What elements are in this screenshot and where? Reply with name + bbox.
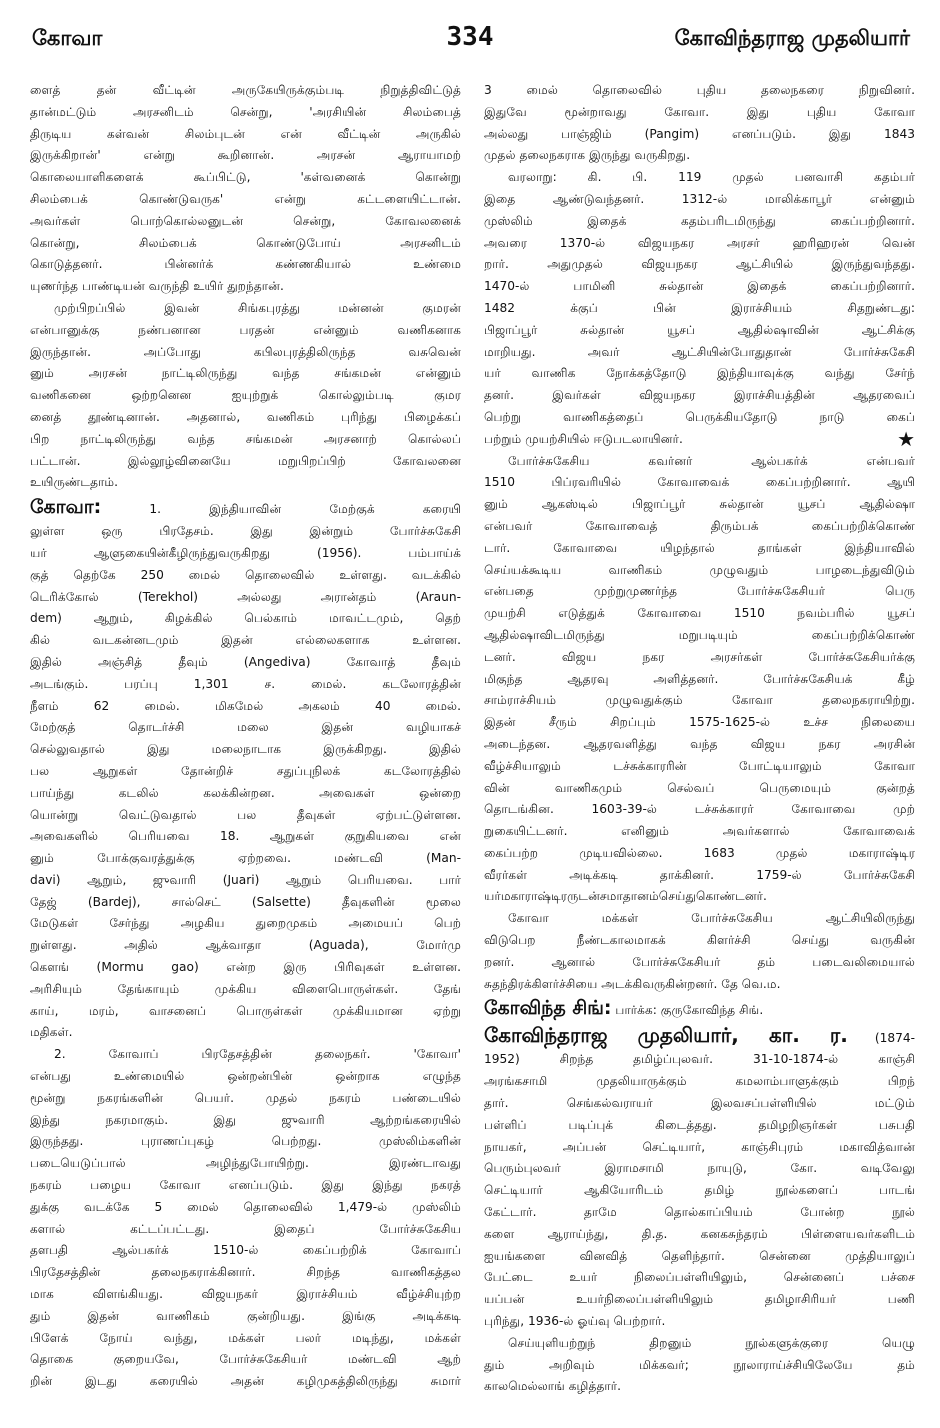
text-line [484,821,915,843]
line-text: யர் வாணிக நோக்கத்தோடு இந்தியாவுக்கு வந்து சேர்ந் [484,366,915,381]
line-text: அரங்கசாமி முதலியாருக்கும் கமலாம்பாளுக்கும் பிறந் [484,1074,915,1089]
line-text: பிளேக் நோய் வந்து, மக்கள் பலர் மடிந்து, மக்கள் [30,1330,461,1345]
line-text: றுள்ளது. அதில் ஆக்வாதா (Aguada), மோர்மு [30,938,461,953]
line-text: தளபதி ஆல்பகர்க் 1510-ல் கைப்பற்றிக் கோவாப் [30,1243,461,1258]
text-line [484,1267,915,1289]
line-text: முற்பிறப்பில் இவன் சிங்கபுரத்து மன்னன் குமரன் [54,300,461,315]
text-line [30,1066,461,1088]
text-line [484,1071,915,1093]
line-text: கோவா மக்கள் போர்ச்சுகேசிய ஆட்சியிலிருந்து [508,911,915,926]
text-line [484,625,915,647]
text-line [484,799,915,821]
line-text: இதை ஆண்டுவந்தனர். 1312-ல் மாலிக்காபூர் என்னும் [484,191,915,206]
line-text: டெரிக்கோல் (Terekhol) அல்லது அரான்தம் (Araun- [30,589,461,604]
line-text: கொன்று, சிலம்பைக் கொண்டுபோய் அரசனிடம் [30,235,461,250]
text-line [30,587,461,609]
text-line [484,1093,915,1115]
text-line [30,1284,461,1306]
text-line [484,320,915,342]
line-text: 1. இந்தியாவின் மேற்குக் கரையி [101,502,461,517]
line-text: கைப்பற்ற முடியவில்லை. 1683 முதல் மகாராஷ்டிர [484,845,915,860]
line-text: புரிந்து, 1936-ல் ஓய்வு பெற்றார். [484,1314,666,1329]
page-header [30,22,910,62]
text-line [484,908,915,930]
line-text: களால் கட்டப்பட்டது. இதைப் போர்ச்சுகேசிய [30,1221,461,1236]
line-text: கௌங் (Mormu gao) என்ற இரு பிரிவுகள் உள்ளன. [30,960,461,975]
text-line [484,756,915,778]
text-line [484,1137,915,1159]
line-text: 2. கோவாப் பிரதேசத்தின் தலைநகர். 'கோவா' [54,1047,461,1062]
text-line [484,1049,915,1071]
text-line [484,102,915,124]
line-text: விடுபெற நீண்டகாலமாகக் கிளர்ச்சி செய்து வருகின் [484,933,915,948]
text-line [484,690,915,712]
text-line [30,145,461,167]
line-text: தான்மட்டும் அரசனிடம் சென்று, 'அரசியின் சிலம்பைத் [30,104,461,119]
line-text: லுள்ள ஒரு பிரதேசம். இது இன்றும் போர்ச்சுகேசி [30,524,461,539]
text-line [30,979,461,1001]
text-line [30,167,461,189]
text-line [30,1197,461,1219]
line-text: பேட்டை உயர் நிலைப்பள்ளியிலும், சென்னைப் பச்சை [484,1270,915,1285]
text-line [484,494,915,516]
text-line [484,167,915,189]
text-line [484,472,915,494]
line-text: றனர். ஆனால் போர்ச்சுகேசியர் தம் படைவலிமையால் [484,954,915,969]
text-line [30,1328,461,1350]
line-text: றின் இடது கரையில் அதன் கழிமுகத்திலிருந்து சுமார் [30,1374,461,1389]
line-text: னும் ஆகஸ்டில் பிஜாப்பூர் சுல்தான் யூசப் ஆதில்ஷா [484,497,915,512]
text-line [484,734,915,756]
text-line [30,826,461,848]
entry-headword: கோவிந்தராஜ முதலியார், கா. ர. [484,1023,848,1048]
text-line [30,630,461,652]
left-column [30,80,461,1393]
text-line [484,451,915,473]
line-text: தும் இதன் வாணிகம் குன்றியது. இங்கு அடிக்கடி [30,1308,461,1323]
text-line [484,1115,915,1137]
text-line [484,1224,915,1246]
line-text: முயற்சி எடுத்துக் கோவாவை 1510 நவம்பரில் யூசப் [484,606,915,621]
text-line [484,581,915,603]
text-line [30,674,461,696]
line-text: மேடுகள் சேர்ந்து அழகிய துறைமுகம் அமையப் பெற் [30,916,461,931]
line-text: படையெடுப்பால் அழிந்துபோயிற்று. இரண்டாவது [30,1156,461,1171]
text-line [30,848,461,870]
line-text: மாறியது. அவர் ஆட்சியின்போதுதான் போர்ச்சுகேசி [484,344,915,359]
line-text: தும் அறிவும் மிக்கவர்; நூலாராய்ச்சியிலேயே தம் [484,1357,915,1372]
text-line [30,429,461,451]
line-text: போர்ச்சுகேசிய கவர்னர் ஆல்பகர்க் என்பவர் [508,453,915,468]
text-line [30,451,461,473]
text-line [30,102,461,124]
text-line [30,957,461,979]
line-text: மூன்று நகரங்களின் பெயர். முதல் நகரம் பண்டையில் [30,1090,461,1105]
text-line [30,1153,461,1175]
line-text: அவரை 1370-ல் விஜயநகர அரசர் ஹரிஹரன் வென் [484,235,915,250]
entry-heading-line [484,995,915,1022]
line-text: பிஜாப்பூர் சுல்தான் யூசப் ஆதில்ஷாவின் ஆட்சிக்கு [484,322,915,337]
line-text: மிகுந்த ஆதரவு அளித்தனர். போர்ச்சுகேசியக் கீழ் [484,671,915,686]
text-line [30,254,461,276]
entry-heading-line [484,1022,915,1049]
line-text: னும் அரசன் நாட்டிலிருந்து வந்த சங்கமன் என்னும் [30,366,461,381]
text-line [484,1202,915,1224]
text-line [484,298,915,320]
line-text: இதன் சீரும் சிறப்பும் 1575-1625-ல் உச்ச நிலையை [484,715,915,730]
line-text: அரிசியும் தேங்காயும் முக்கிய விளைபொருள்கள். தேங் [30,981,461,996]
line-text: தொடங்கின. 1603-39-ல் டச்சுக்காரர் கோவாவை முற் [484,802,915,817]
line-text: றார். அதுமுதல் விஜயநகர ஆட்சியில் இருந்துவந்தது. [484,257,915,272]
text-line [30,892,461,914]
text-line [30,276,461,298]
text-line [484,1246,915,1268]
line-text: பிரதேசத்தின் தலைநகராக்கினார். சிறந்த வாணிகத்தல [30,1265,461,1280]
text-line [484,886,915,908]
text-line [30,1088,461,1110]
text-line [30,1110,461,1132]
text-line [484,669,915,691]
entry-heading-line [30,494,461,521]
text-line [484,843,915,865]
line-text: வணிகனை ஒற்றனென ஐயுற்றுக் கொல்லும்படி குமர [30,388,461,403]
line-text: சுதந்திரக்கிளர்ச்சியை அடக்கிவருகின்றனர். தே வெ.ம. [484,976,781,991]
line-text: பள்ளிப் படிப்புக் கிடைத்தது. தமிழறிஞர்கள் பசுபதி [484,1117,915,1132]
line-text: என்பதை முற்றுமுணர்ந்த போர்ச்சுகேசியர் பெரு [484,584,915,599]
line-text: கொடுத்தனர். பின்னர்க் கண்ணகியால் உண்மை [30,257,461,272]
text-line [484,778,915,800]
text-line [30,124,461,146]
text-line [484,276,915,298]
text-line [484,1376,915,1398]
text-line [484,342,915,364]
text-line [484,1158,915,1180]
line-text: றுகையிட்டனர். எனினும் அவர்களால் கோவாவைக் [484,824,915,839]
line-text: செல்லுவதால் இது மலைநாடாக இருக்கிறது. இதில் [30,742,461,757]
line-text: அடைந்தன. ஆதரவளித்து வந்த விஜய நகர அரசின் [484,736,915,751]
line-text: அவர்கள் பொற்கொல்லனுடன் சென்று, கோவலனைக் [30,213,461,228]
line-text: என்பது உண்மையில் ஒன்றன்பின் ஒன்றாக எழுந்த [30,1069,461,1084]
line-text: 1470-ல் பாமினி சுல்தான் இதைக் கைப்பற்றினார். [484,279,915,294]
line-text: குத் தெற்கே 250 மைல் தொலைவில் உள்ளது. வடக்கில் [30,567,461,582]
text-line [30,870,461,892]
text-line [30,189,461,211]
line-text: நீளம் 62 மைல். மிகமேல் அகலம் 40 மைல். [30,698,461,713]
text-line [484,538,915,560]
line-text: மாக விளங்கியது. விஜயநகர் இராச்சியம் வீழ்ச்சியுற்ற [30,1287,461,1302]
entry-headword: கோவா: [30,496,102,519]
line-text: மதிகள். [30,1025,73,1040]
text-line [30,472,461,494]
text-line [30,1240,461,1262]
text-line [484,1311,915,1333]
line-text: என்பானுக்கு நண்பனான பரதன் என்னும் வணிகனாக [30,322,461,337]
line-text: சிலம்பைக் கொண்டுவருக' என்று கட்டளையிட்டான். [30,191,461,206]
line-text: வீரர்கள் அடிக்கடி தாக்கினர். 1759-ல் போர்ச்சுகேசி [484,867,915,882]
line-text: ஆதில்ஷாவிடமிருந்து மறுபடியும் கைப்பற்றிக்கொண் [484,627,915,642]
text-line [30,320,461,342]
text-line [484,80,915,102]
line-text: செய்யக்கூடிய வாணிகம் முழுவதும் பாழடைந்துவிடும் [484,562,915,577]
text-line [30,342,461,364]
line-text: இருந்தது. புராணப்புகழ் பெற்றது. முஸ்லிம்களின் [30,1134,461,1149]
line-text: பற்றும் முயற்சியில் ஈடுபடலாயினர். [484,431,683,446]
text-line [484,603,915,625]
text-line [30,1349,461,1371]
text-line [30,211,461,233]
line-text: செட்டியார் ஆகியோரிடம் தமிழ் நூல்களைப் பாடங் [484,1183,915,1198]
line-text: இருக்கிறான்' என்று கூறினான். அரசன் ஆராயாமற் [30,148,461,163]
line-text: உயிருண்டதாம். [30,475,119,490]
text-line [30,1262,461,1284]
line-text: யுணர்ந்த பாண்டியன் வருந்தி உயிர் துறந்தான். [30,279,284,294]
line-text: முஸ்லிம் இதைக் கதம்பரிடமிருந்து கைப்பற்றினார். [484,213,915,228]
header-right-word: கோவிந்தராஜ முதலியார் [674,26,910,50]
text-line [484,516,915,538]
text-line [484,712,915,734]
line-text: துக்கு வடக்கே 5 மைல் தொலைவில் 1,479-ல் முஸ்லிம் [30,1199,461,1214]
text-line [30,717,461,739]
text-line [484,1289,915,1311]
text-line [484,1355,915,1377]
text-line [30,385,461,407]
text-line [30,1219,461,1241]
line-text: கொலையாளிகளைக் கூப்பிட்டு, 'கள்வனைக் கொன்று [30,170,461,185]
line-text: என்பவர் கோவாவைத் திரும்பக் கைப்பற்றிக்கொண் [484,518,915,533]
text-line [484,124,915,146]
text-line [30,913,461,935]
text-line [30,521,461,543]
text-line [484,974,915,996]
star-icon: ★ [897,428,915,451]
text-line [30,407,461,429]
line-text: இருந்தான். அப்போது கபிலபுரத்திலிருந்த வசுவென் [30,344,461,359]
line-text: (1874- [847,1031,915,1046]
text-line [30,1044,461,1066]
line-text: அடங்கும். பரப்பு 1,301 ச. மைல். கடலோரத்தின் [30,676,461,691]
text-line [484,429,915,451]
line-text: பல ஆறுகள் தோன்றிச் சதுப்புநிலக் கடலோரத்தில் [30,763,461,778]
text-line [484,930,915,952]
page-number: 334 [446,22,494,52]
line-text: களை ஆராய்ந்து, தி.த. கனகசுந்தரம் பிள்ளையவர்களிடம் [484,1226,915,1241]
text-line [30,1001,461,1023]
line-text: வின் வாணிகமும் செல்வப் பெருமையும் குன்றத் [484,780,915,795]
line-text: டனர். விஜய நகர அரசர்கள் போர்ச்சுகேசியர்க்கு [484,649,915,664]
line-text: 1952) சிறந்த தமிழ்ப்புலவர். 31-10-1874-ல் காஞ்சி [484,1052,915,1067]
text-line [30,608,461,630]
line-text: தார். செங்கல்வராயர் இலவசப்பள்ளியில் மட்டும் [484,1096,915,1111]
line-text: பிற நாட்டிலிருந்து வந்த சங்கமன் அரசனாற் கொல்லப் [30,431,461,446]
line-text: நாயகர், அப்பன் செட்டியார், காஞ்சிபுரம் மகாவித்வான் [484,1139,915,1154]
line-text: பெரும்புலவர் இராமசாமி நாயுடு, கோ. வடிவேலு [484,1161,915,1176]
line-text: இந்து நகரமாகும். இது ஜுவாரி ஆற்றங்கரையில் [30,1112,461,1127]
line-text: அல்லது பாஞ்ஜிம் (Pangim) எனப்படும். இது 1843 [484,126,915,141]
text-line [30,1371,461,1393]
text-line [484,407,915,429]
text-line [30,935,461,957]
line-text: னைத் தூண்டினான். அதனால், வணிகம் புரிந்து பிழைக்கப் [30,409,461,424]
line-text: இதில் அஞ்சித் தீவும் (Angediva) கோவாத் தீவும் [30,654,461,669]
line-text: டார். கோவாவை யிழந்தால் தாங்கள் இந்தியாவில் [484,540,915,555]
text-line [30,1022,461,1044]
text-line [484,254,915,276]
line-text: னும் போக்குவரத்துக்கு ஏற்றவை. மண்டவி (Man- [30,851,461,866]
line-text: காய், மரம், வாசனைப் பொருள்கள் முக்கியமான ஏற்று [30,1003,461,1018]
line-text: பார்க்க: குருகோவிந்த சிங். [611,1003,764,1018]
text-line [30,1175,461,1197]
text-line [30,696,461,718]
text-line [30,363,461,385]
text-line [30,543,461,565]
line-text: dem) ஆறும், கிழக்கில் பெல்காம் மாவட்டமும், தெற் [30,611,461,626]
text-line [484,233,915,255]
text-line [484,647,915,669]
line-text: முதல் தலைநகராக இருந்து வருகிறது. [484,148,691,163]
line-text: பாய்ந்து கடலில் கலக்கின்றன. அவைகள் ஒன்றை [30,785,461,800]
text-line [30,1306,461,1328]
line-text: கில் வடகன்னடமும் இதன் எல்லைகளாக உள்ளன. [30,633,461,648]
line-text: செய்யுளியற்றுந் திறனும் நூல்களுக்குரை யெழு [508,1335,915,1350]
right-column [484,80,915,1398]
text-line [484,145,915,167]
entry-headword: கோவிந்த சிங்: [484,997,612,1020]
line-text: 1510 பிப்ரவரியில் கோவாவைக் கைப்பற்றினார். ஆயி [484,475,915,490]
text-line [30,565,461,587]
line-text: davi) ஆறும், ஜுவாரி (Juari) ஆறும் பெரியவை. பார் [30,872,461,887]
line-text: வரலாறு: கி. பி. 119 முதல் பனவாசி கதம்பர் [508,170,915,185]
line-text: ஐயங்களை வினவித் தெளிந்தார். சென்னை முத்தியாலுப் [484,1248,915,1263]
line-text: ளைத் தன் வீட்டின் அருகேயிருக்கும்படி நிறுத்திவிட்டுத் [30,83,461,97]
text-line [484,1180,915,1202]
line-text: திருடிய கள்வன் சிலம்புடன் என் வீட்டின் அருகில் [30,126,461,141]
line-text: இதுவே மூன்றாவது கோவா. இது புதிய கோவா [484,104,915,119]
line-text: 1482 க்குப் பின் இராச்சியம் சிதறுண்டது: [484,300,915,315]
line-text: கேட்டார். தாமே தொல்காப்பியம் போன்ற நூல் [484,1205,915,1220]
line-text: யர்மகாராஷ்டிரருடன்சமாதானம்செய்துகொண்டனர். [484,889,767,904]
line-text: தேஜ் (Bardej), சால்செட் (Salsette) தீவுகளின் மூலை [30,894,461,909]
line-text: 3 மைல் தொலைவில் புதிய தலைநகரை நிறுவினர். [484,83,915,97]
line-text: வீழ்ச்சியாலும் டச்சுக்காரரின் போட்டியாலும் கோவா [484,758,915,773]
text-line [484,189,915,211]
line-text: அவைகளில் பெரியவை 18. ஆறுகள் குறுகியவை என் [30,829,461,844]
line-text: சாம்ராச்சியம் முழுவதுக்கும் கோவா தலைநகராயிற்று. [484,693,915,708]
line-text: நகரம் பழைய கோவா எனப்படும். இது இந்து நகரத் [30,1178,461,1193]
line-text: பட்டான். இல்லூழ்வினையே மறுபிறப்பிற் கோவலனை [30,453,461,468]
text-line [484,560,915,582]
text-line [484,952,915,974]
text-line [30,783,461,805]
text-line [484,865,915,887]
line-text: பெற்று வாணிகத்தைப் பெருக்கியதோடு நாடு கைப் [484,409,915,424]
text-line [30,739,461,761]
header-left-word: கோவா [32,26,103,50]
text-line [484,211,915,233]
line-text: தொகை குறையவே, போர்ச்சுகேசியர் மண்டவி ஆற் [30,1352,461,1367]
line-text: தனர். இவர்கள் விஜயநகர இராச்சியத்தின் ஆதரவைப் [484,388,915,403]
text-line [484,385,915,407]
text-line [484,1333,915,1355]
text-line [484,363,915,385]
text-line [30,652,461,674]
text-line [30,761,461,783]
text-line [30,80,461,102]
line-text: யப்பன் உயர்நிலைப்பள்ளியிலும் தமிழாசிரியர் பணி [484,1292,915,1307]
line-text: மேற்குத் தொடர்ச்சி மலை இதன் வழியாகச் [30,720,461,735]
text-line [30,233,461,255]
line-text: காலமெல்லாங் கழித்தார். [484,1379,622,1394]
text-line [30,1131,461,1153]
line-text: யொன்று வெட்டுவதால் பல தீவுகள் ஏற்பட்டுள்ளன. [30,807,461,822]
line-text: யர் ஆளுகையின்கீழிருந்துவருகிறது (1956). பம்பாய்க் [30,545,461,560]
text-line [30,805,461,827]
text-line [30,298,461,320]
